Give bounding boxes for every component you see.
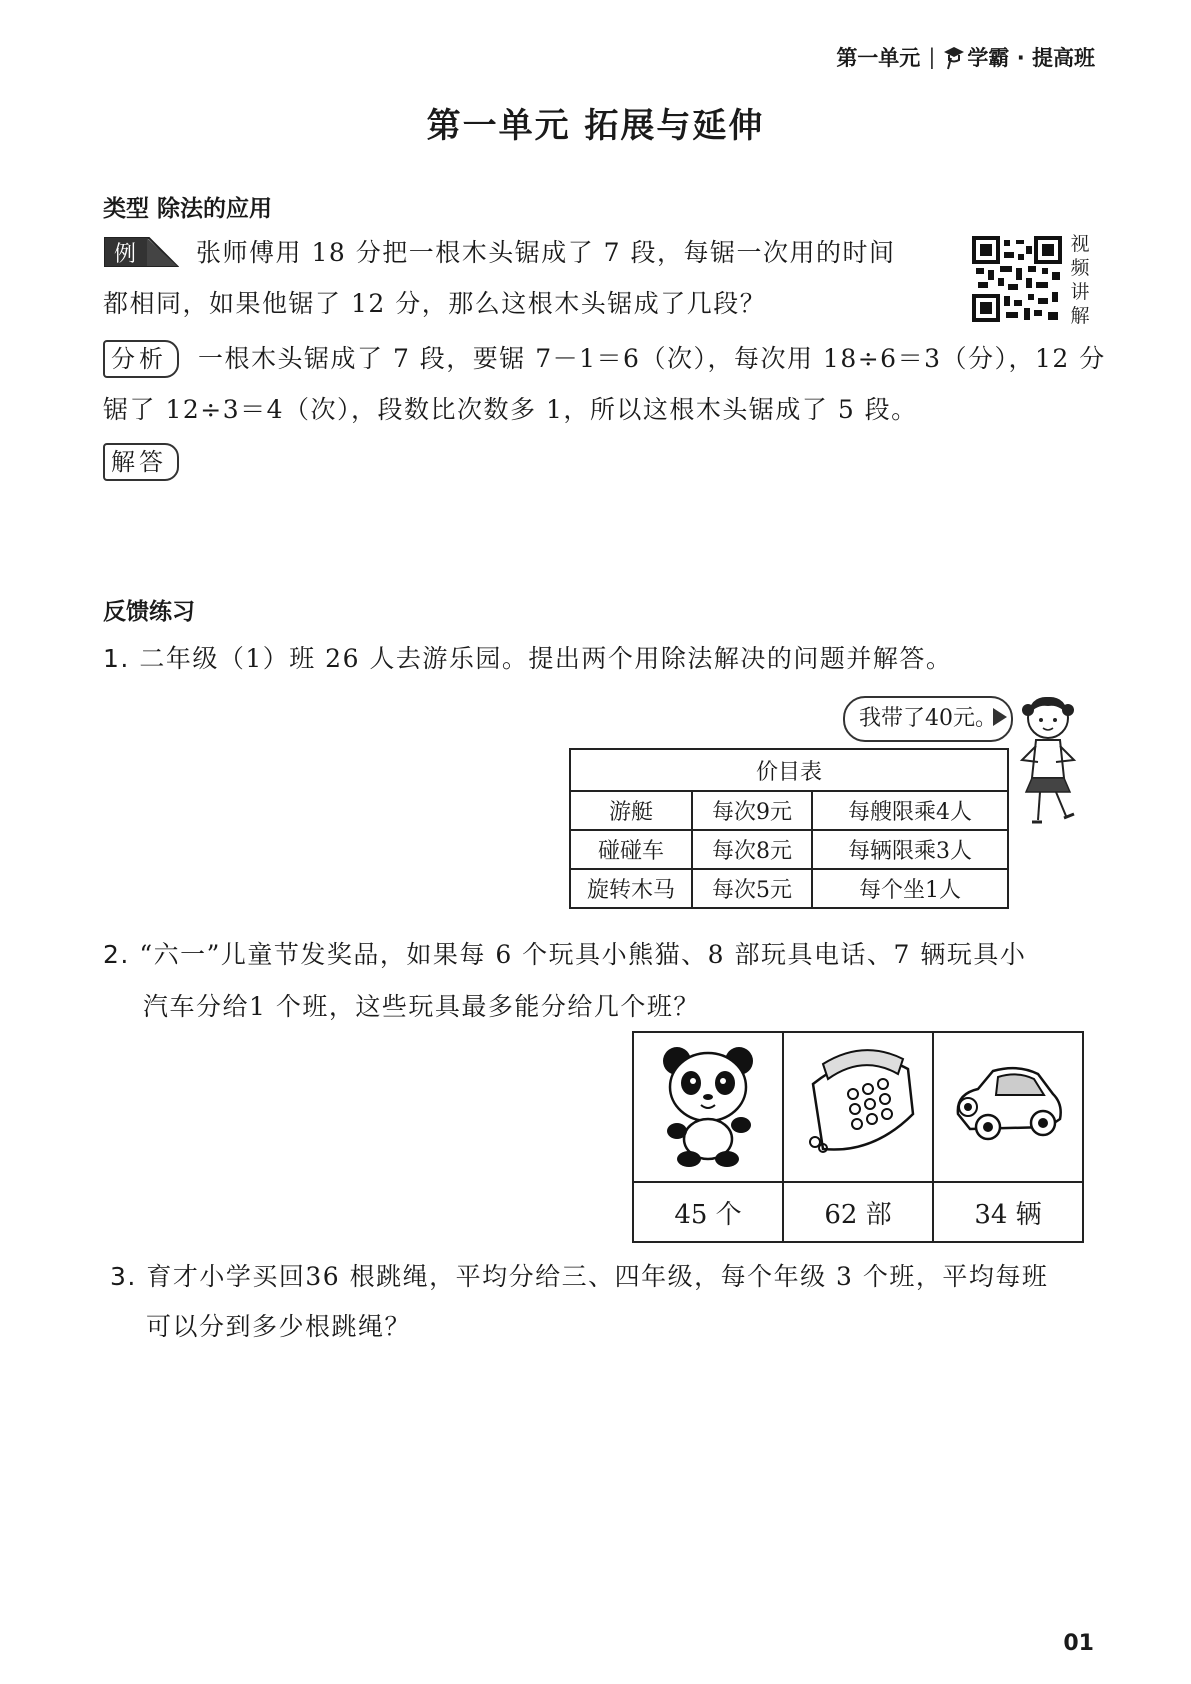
table-row (570, 791, 1008, 830)
toy-cell (633, 1032, 783, 1182)
table-cell: 每辆限乘3人 (812, 830, 1008, 869)
example-line-1: 张师傅用 18 分把一根木头锯成了 7 段，每锯一次用的时间 (196, 238, 896, 267)
answer-tag: 解答 (103, 443, 179, 481)
question-1 (103, 639, 952, 675)
question-2-text-1: “六一”儿童节发奖品，如果每 6 个玩具小熊猫、8 部玩具电话、7 辆玩具小 (139, 940, 1027, 969)
table-cell: 每次9元 (692, 791, 812, 830)
toy-cell (933, 1032, 1083, 1182)
toy-cell (783, 1032, 933, 1182)
table-cell: 旋转木马 (570, 869, 692, 908)
question-1-number: 1. (103, 644, 130, 673)
qr-code-icon[interactable] (972, 236, 1062, 322)
table-row (570, 869, 1008, 908)
analysis-line-1: 一根木头锯成了 7 段，要锯 7－1＝6（次），每次用 18÷6＝3（分），12 分 (198, 344, 1106, 373)
speech-bubble: 我带了40元。 (843, 696, 1013, 742)
header-separator: | (928, 45, 936, 69)
table-cell: 每次5元 (692, 869, 812, 908)
question-3-text-1: 育才小学买回36 根跳绳，平均分给三、四年级，每个年级 3 个班，平均每班 (146, 1262, 1049, 1291)
table-cell: 每次8元 (692, 830, 812, 869)
table-cell: 每艘限乘4人 (812, 791, 1008, 830)
toy-count: 34 辆 (933, 1182, 1083, 1242)
speech-bubble-tail (993, 708, 1007, 726)
question-2-line-1 (103, 935, 1026, 971)
table-cell: 游艇 (570, 791, 692, 830)
question-1-text: 二年级（1）班 26 人去游乐园。提出两个用除法解决的问题并解答。 (139, 644, 953, 673)
analysis-line-2: 锯了 12÷3＝4（次），段数比次数多 1，所以这根木头锯成了 5 段。 (103, 395, 918, 424)
example-tag (103, 236, 179, 268)
feedback-heading: 反馈练习 (103, 599, 195, 625)
graduation-cap-icon (943, 44, 965, 70)
video-explanation-label: 视 频 讲 解 (1070, 233, 1090, 327)
price-table (569, 748, 1009, 909)
question-3-number: 3. (110, 1262, 137, 1291)
toy-table (632, 1031, 1084, 1243)
section-type-heading: 类型 除法的应用 (103, 196, 273, 222)
question-2-number: 2. (103, 940, 130, 969)
toy-count: 45 个 (633, 1182, 783, 1242)
table-cell: 每个坐1人 (812, 869, 1008, 908)
example-tag-label: 例 (113, 242, 137, 267)
toy-count: 62 部 (783, 1182, 933, 1242)
question-2-line-2: 汽车分给1 个班，这些玩具最多能分给几个班？ (143, 992, 700, 1021)
table-cell: 碰碰车 (570, 830, 692, 869)
example-line-2: 都相同，如果他锯了 12 分，那么这根木头锯成了几段？ (103, 289, 767, 318)
question-3-line-1 (110, 1257, 1048, 1293)
header-brand: 学霸 · 提高班 (967, 46, 1095, 70)
price-table-title: 价目表 (570, 749, 1008, 791)
toy-car-icon (948, 1059, 1068, 1149)
page-number: 01 (1063, 1631, 1094, 1656)
page-title: 第一单元 拓展与延伸 (426, 106, 765, 146)
running-header (836, 42, 1095, 72)
header-unit: 第一单元 (836, 46, 921, 70)
analysis-tag: 分析 (103, 340, 179, 378)
girl-illustration-icon (1008, 690, 1088, 830)
panda-icon (653, 1039, 763, 1169)
question-3-line-2: 可以分到多少根跳绳？ (146, 1312, 412, 1341)
telephone-icon (793, 1044, 923, 1164)
table-row (570, 830, 1008, 869)
